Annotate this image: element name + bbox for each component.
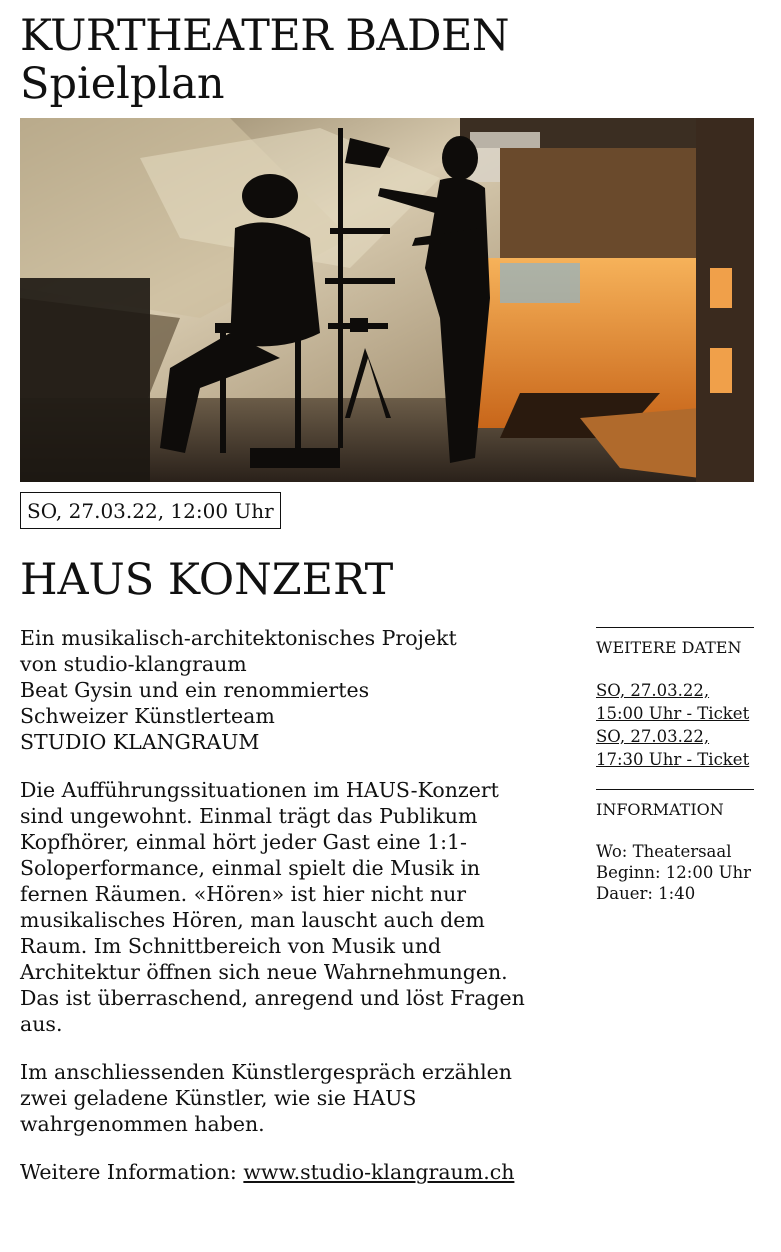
info-location: Wo: Theatersaal: [596, 842, 732, 861]
information-heading: INFORMATION: [596, 800, 724, 819]
intro-line: Beat Gysin und ein renommiertes: [20, 678, 370, 702]
site-title[interactable]: KURTHEATER BADEN: [20, 11, 509, 61]
sidebar: [596, 627, 754, 922]
intro-line: STUDIO KLANGRAUM: [20, 730, 260, 754]
intro-line: Schweizer Künstlerteam: [20, 704, 275, 728]
event-description: [20, 625, 540, 1207]
further-dates-heading: WEITERE DATEN: [596, 638, 742, 657]
intro-line: Ein musikalisch-architektonisches Projekt: [20, 626, 457, 650]
intro-line: von studio-klangraum: [20, 652, 247, 676]
info-duration: Dauer: 1:40: [596, 884, 696, 903]
event-title: HAUS KONZERT: [20, 555, 394, 605]
description-paragraph-1: Die Aufführungssituationen im HAUS-Konzert sind ungewohnt. Einmal trägt das Publikum Kopfhörer, einmal hört jeder Gast eine 1:1-Soloperformance, einmal spielt die Musik in fernen Räumen. «Hören» ist hier nicht nur musikalisches Hören, man lauscht auch dem Raum. Im Schnittbereich von Musik und Architektur öffnen sich neue Wahrnehmungen. Das ist überraschend, anregend und löst Fragen aus.: [20, 778, 525, 1036]
information-section: [596, 789, 754, 904]
more-info: [20, 1159, 540, 1185]
ticket-link-1730[interactable]: SO, 27.03.22, 17:30 Uhr - Ticket: [596, 727, 750, 769]
info-start: Beginn: 12:00 Uhr: [596, 863, 752, 882]
event-intro: [20, 625, 540, 755]
event-date-badge: SO, 27.03.22, 12:00 Uhr: [20, 492, 281, 529]
hero-image: [20, 118, 754, 482]
studio-website-link[interactable]: www.studio-klangraum.ch: [243, 1160, 515, 1184]
ticket-link-1500[interactable]: SO, 27.03.22, 15:00 Uhr - Ticket: [596, 681, 750, 723]
section-title: Spielplan: [20, 59, 225, 109]
description-paragraph-2: Im anschliessenden Künstlergespräch erzählen zwei geladene Künstler, wie sie HAUS wahrgenommen haben.: [20, 1060, 512, 1136]
further-dates-section: [596, 627, 754, 771]
stage-photo-illustration: [20, 118, 754, 482]
more-info-label: Weitere Information:: [20, 1160, 237, 1184]
